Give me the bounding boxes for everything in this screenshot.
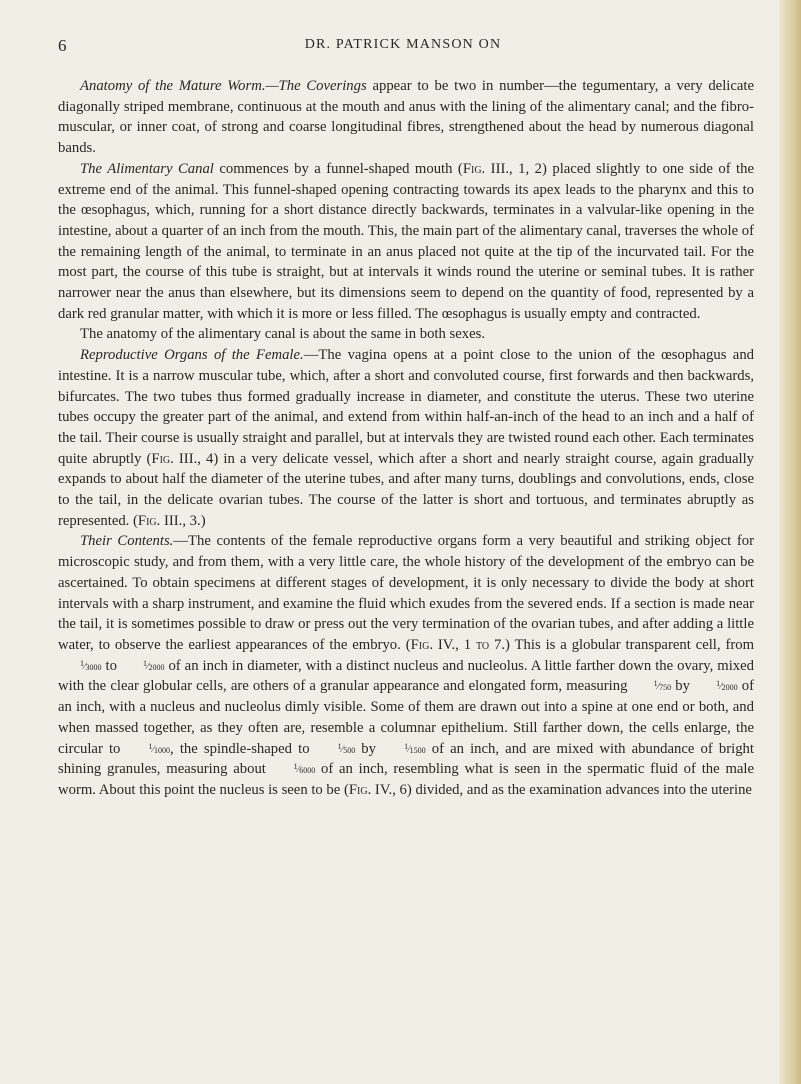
fraction-numerator: 1 — [293, 762, 298, 772]
figure-reference: Fig. IV., 1 to 7 — [410, 636, 502, 653]
paragraph-text: by — [355, 740, 383, 757]
fraction-denominator: 500 — [343, 745, 356, 755]
fraction: $^1⁄_{3000}$ — [80, 658, 102, 672]
fraction-denominator: 2000 — [721, 683, 738, 693]
paragraph-alimentary-canal — [58, 159, 754, 325]
paragraph-text: .) — [197, 512, 206, 529]
fraction: $^1⁄_{1500}$ — [404, 741, 426, 755]
page-header — [58, 36, 748, 58]
paragraph-text: —The vagina opens at a point close to the union of the œsophagus and intestine. It is a narrow muscular tube, which, after a short and convoluted course, first forwards and then backwards, bifurcates. The two tubes thus formed gradually increase in diameter, and constitute the uterus. These two uterine tubes occupy the greater part of the animal, and extend from within half-an-inch of the head to an inch and a half of the tail. Their course is usually straight and parallel, but at intervals they are twisted round each other. Each terminates quite abruptly ( — [58, 347, 755, 467]
fraction: $^1⁄_{1000}$ — [148, 741, 171, 755]
figure-reference: Fig. III., 4 — [151, 450, 214, 467]
paragraph-text: commences by a funnel-shaped mouth ( — [213, 160, 463, 177]
fraction-denominator: 6000 — [299, 766, 316, 776]
fraction-denominator: 1500 — [409, 745, 426, 755]
running-head: DR. PATRICK MANSON ON — [304, 37, 502, 52]
fraction-numerator: 1 — [142, 658, 147, 668]
fraction: $^1⁄_{2000}$ — [716, 679, 738, 693]
paragraph-text: of an inch, and are mixed with abundance of bright shining granules, measuring about — [58, 740, 754, 778]
figure-reference: Fig. III., 1, 2 — [462, 160, 542, 177]
section-heading: Reproductive Organs of the Female. — [80, 347, 304, 364]
paragraph-text: The anatomy of the alimentary canal is about the same in both sexes. — [80, 326, 486, 343]
fraction-numerator: 1 — [337, 741, 342, 751]
fraction-denominator: 2000 — [148, 662, 165, 672]
fraction: $^1⁄_{750}$ — [653, 679, 672, 693]
paragraph-reproductive-organs — [58, 345, 754, 531]
paragraph-text: of an inch, resembling what is seen in the spermatic fluid of the male worm. About this point the nucleus is seen to be ( — [58, 761, 754, 798]
paragraph-text: by — [671, 678, 695, 695]
section-heading: Their Contents. — [80, 533, 174, 550]
fraction: $^1⁄_{2000}$ — [142, 658, 165, 672]
paragraph-text: of an inch, with a nucleus and nucleolus dimly visible. Some of them are drawn out into a spine at one end or both, and when massed together, as they often are, resemble a columnar epithelium. Still farther down, the cells enlarge, the circular to — [58, 678, 754, 757]
paragraph-anatomy-both-sexes — [58, 324, 754, 345]
section-heading: The Alimentary Canal — [80, 160, 214, 177]
paragraph-contents — [58, 531, 754, 800]
figure-reference: Fig. IV., 6 — [348, 781, 407, 798]
fraction-numerator: 1 — [148, 741, 153, 751]
fraction-numerator: 1 — [716, 679, 721, 689]
paragraph-text: ) placed slightly to one side of the extreme end of the animal. This funnel-shaped opening contracting towards its apex leads to the pharynx and this to the œsophagus, which, running for a short distance directly backwards, terminates in a valvular-like opening in the intestine, about a quarter of an inch from the mouth. This, the main part of the alimentary canal, traverses the whole of the remaining length of the animal, to terminate in an anus placed not quite at the tip of the incurvated tail. For the most part, the course of this tube is straight, but at intervals it winds round the uterine or seminal tubes. It is rather narrower near the anus than elsewhere, but its dimensions seem to depend on the quantity of food, represented by a dark red granular matter, with which it is more or less filled. The œsophagus is usually empty and contracted. — [58, 160, 754, 322]
paragraph-coverings — [58, 76, 754, 159]
paragraph-text: .) This is a globular transparent cell, from — [501, 636, 754, 653]
page-number: 6 — [58, 36, 67, 55]
body-text — [58, 76, 754, 801]
paragraph-text: , the spindle-shaped to — [170, 740, 316, 757]
fraction-denominator: 1000 — [154, 745, 171, 755]
paragraph-text: —The contents of the female reproductive organs form a very beautiful and striking object for microscopic study, and from them, with a very little care, the whole history of the development of the embryo can be ascertained. To obtain specimens at different stages of development, it is only necessary to divide the body at short intervals with a sharp instrument, and examine the fluid which exudes from the severed ends. If a section is made near the tail, it is sometimes possible to draw or press out the very termination of the ovarian tubes, and after adding a little water, to observe the earliest appearances of the embryo. ( — [58, 533, 754, 653]
fraction-denominator: 3000 — [85, 662, 102, 672]
page-edge-shadow — [779, 0, 801, 1084]
paragraph-text: ) divided, and as the examination advances into the uterine — [406, 781, 752, 798]
paragraph-text: to — [101, 657, 121, 674]
figure-reference: Fig. III., 3 — [137, 512, 198, 529]
fraction-denominator: 750 — [659, 683, 672, 693]
paragraph-text: appear to be two in number—the tegumentary, a very delicate diagonally striped membrane, continuous at the mouth and anus with the lining of the alimentary canal; and the fibro-muscular, or inner coat, of strong and coarse longitudinal fibres, strengthened about the head by numerous diagonal bands. — [58, 78, 754, 157]
paragraph-text: ) in a very delicate vessel, which after a short and nearly straight course, again gradually expands to about half the diameter of the uterine tubes, and after many turns, doublings and convolutions, ends, close to the tail, in the delicate ovarian tubes. The course of the latter is short and tortuous, and terminates abruptly as represented. ( — [58, 450, 754, 529]
section-heading: Anatomy of the Mature Worm.—The Coverings — [80, 78, 367, 94]
fraction-numerator: 1 — [653, 679, 658, 689]
fraction: $^1⁄_{500}$ — [337, 741, 356, 755]
fraction-numerator: 1 — [404, 741, 409, 751]
fraction-numerator: 1 — [80, 658, 84, 668]
fraction: $^1⁄_{6000}$ — [293, 762, 316, 776]
paragraph-text: of an inch in diameter, with a distinct nucleus and nucleolus. A little farther down the ovary, mixed with the clear globular cells, are others of a granular appearance and elongated form, measuring — [58, 657, 754, 695]
